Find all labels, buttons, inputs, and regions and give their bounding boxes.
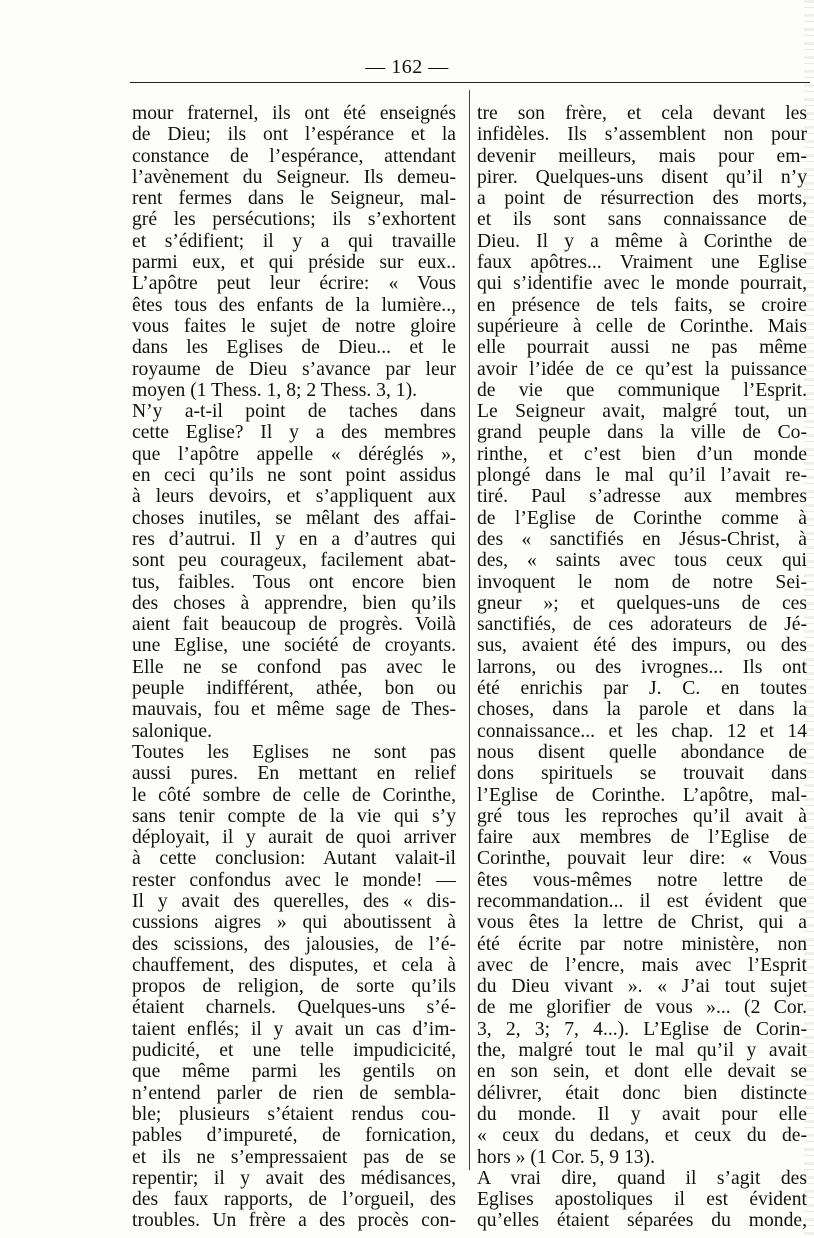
text-line: êtes vous-mêmes notre lettre de (477, 869, 807, 891)
text-line: royaume de Dieu s’avance par leur (132, 358, 456, 380)
text-line: des « sanctifiés en Jésus-Christ, à (477, 528, 807, 550)
text-line: êtes tous des enfants de la lumière.., (132, 294, 456, 316)
text-line: faux apôtres... Vraiment une Eglise (477, 252, 807, 274)
text-line: hors » (1 Cor. 5, 9 13). (477, 1146, 655, 1168)
text-line: des choses à apprendre, bien qu’ils (132, 592, 456, 614)
text-line: tus, faibles. Tous ont encore bien (132, 571, 456, 593)
text-line: de vie que communique l’Esprit. (477, 379, 807, 401)
text-line: en ceci qu’ils ne sont point assidus (132, 465, 456, 487)
text-line: the, malgré tout le mal qu’il y avait (477, 1040, 807, 1062)
text-line: dans les Eglises de Dieu... et le (132, 337, 456, 359)
column-divider (469, 90, 470, 1170)
page-number: — 162 — (365, 56, 449, 78)
text-line: été écrite par notre ministère, non (477, 933, 807, 955)
text-line: salonique. (132, 720, 212, 742)
text-line: que l’apôtre appelle « déréglés », (132, 443, 456, 465)
text-line: Dieu. Il y a même à Corinthe de (477, 230, 807, 252)
text-line: tre son frère, et cela devant les (477, 103, 807, 124)
text-line: res d’autrui. Il y en a d’autres qui (132, 528, 456, 550)
text-line: de l’Eglise de Corinthe comme à (477, 507, 807, 529)
text-line: devenir meilleurs, mais pour em- (477, 145, 807, 167)
text-line: rester confondus avec le monde! — (132, 869, 456, 891)
right-column (477, 103, 807, 1232)
text-line: vous êtes la lettre de Christ, qui a (477, 912, 807, 934)
text-line: à cette conclusion: Autant valait-il (132, 848, 456, 870)
text-line: plongé dans le mal qu’il l’avait re- (477, 465, 807, 487)
text-line: sus, avaient été des impurs, ou des (477, 635, 807, 657)
text-line: des faux rapports, de l’orgueil, des (132, 1189, 456, 1211)
text-line: Il y avait des querelles, des « dis- (132, 890, 456, 912)
text-line: qui s’identifie avec le monde pourrait, (477, 273, 807, 295)
text-line: infidèles. Ils s’assemblent non pour (477, 124, 807, 146)
text-line: larrons, ou des ivrognes... Ils ont (477, 656, 807, 678)
text-line: moyen (1 Thess. 1, 8; 2 Thess. 3, 1). (132, 379, 417, 401)
text-line: invoquent le nom de notre Sei- (477, 571, 807, 593)
text-line: sans tenir compte de la vie qui s’y (132, 805, 456, 827)
text-line: vous faites le sujet de notre gloire (132, 315, 456, 337)
text-line: grand peuple dans la ville de Co- (477, 422, 807, 444)
text-line: qu’elles étaient séparées du monde, (477, 1210, 807, 1232)
text-line: le côté sombre de celle de Corinthe, (132, 784, 456, 806)
text-line: à leurs devoirs, et s’appliquent aux (132, 486, 456, 508)
text-line: de me glorifier de vous »... (2 Cor. (477, 997, 807, 1019)
text-line: gneur »; et quelques-uns de ces (477, 592, 807, 614)
text-line: cette Eglise? Il y a des membres (132, 422, 456, 444)
text-line: avec de l’encre, mais avec l’Esprit (477, 954, 807, 976)
text-line: gré les persécutions; ils s’exhortent (132, 209, 456, 231)
header-rule (130, 82, 810, 83)
text-line: étaient charnels. Quelques-uns s’é- (132, 997, 456, 1019)
text-line: Eglises apostoliques il est évident (477, 1189, 807, 1211)
text-line: du Dieu vivant ». « J’ai tout sujet (477, 976, 807, 998)
text-line: en présence de tels faits, se croire (477, 294, 807, 316)
text-line: supérieure à celle de Corinthe. Mais (477, 315, 807, 337)
text-line: cussions aigres » qui aboutissent à (132, 912, 456, 934)
text-line: taient enflés; il y avait un cas d’im- (132, 1018, 456, 1040)
text-line: mauvais, fou et même sage de Thes- (132, 699, 456, 721)
text-line: de Dieu; ils ont l’espérance et la (132, 124, 456, 146)
text-line: que même parmi les gentils on (132, 1061, 456, 1083)
text-line: Le Seigneur avait, malgré tout, un (477, 401, 807, 423)
text-line: propos de religion, de sorte qu’ils (132, 976, 456, 998)
text-line: Toutes les Eglises ne sont pas (132, 741, 456, 763)
text-line: rinthe, et c’est bien d’un monde (477, 443, 807, 465)
text-line: tiré. Paul s’adresse aux membres (477, 486, 807, 508)
text-line: et ils ne s’empressaient pas de se (132, 1146, 456, 1168)
text-line: peuple indifférent, athée, bon ou (132, 678, 456, 700)
text-line: délivrer, était donc bien distincte (477, 1082, 807, 1104)
text-line: en son sein, et dont elle devait se (477, 1061, 807, 1083)
text-line: rent fermes dans le Seigneur, mal- (132, 188, 456, 210)
text-line: « ceux du dedans, et ceux du de- (477, 1125, 807, 1147)
text-line: ble; plusieurs s’étaient rendus cou- (132, 1103, 456, 1125)
text-line: sont peu courageux, facilement abat- (132, 550, 456, 572)
text-line: déployait, il y aurait de quoi arriver (132, 827, 456, 849)
text-line: du monde. Il y avait pour elle (477, 1103, 807, 1125)
text-line: 3, 2, 3; 7, 4...). L’Eglise de Corin- (477, 1018, 807, 1040)
text-line: troubles. Un frère a des procès con- (132, 1210, 456, 1232)
text-line: a point de résurrection des morts, (477, 188, 807, 210)
text-line: elle pourrait aussi ne pas même (477, 337, 807, 359)
text-line: Elle ne se confond pas avec le (132, 656, 456, 678)
text-line: repentir; il y avait des médisances, (132, 1167, 456, 1189)
left-column (132, 103, 456, 1232)
text-line: l’Eglise de Corinthe. L’apôtre, mal- (477, 784, 807, 806)
text-line: recommandation... il est évident que (477, 890, 807, 912)
text-line: N’y a-t-il point de taches dans (132, 401, 456, 423)
text-line: des scissions, des jalousies, de l’é- (132, 933, 456, 955)
text-line: sanctifiés, de ces adorateurs de Jé- (477, 614, 807, 636)
text-line: nous disent quelle abondance de (477, 741, 807, 763)
text-line: pudicité, et une telle impudicicité, (132, 1040, 456, 1062)
text-line: l’avènement du Seigneur. Ils demeu- (132, 166, 456, 188)
text-line: été enrichis par J. C. en toutes (477, 678, 807, 700)
text-line: aussi pures. En mettant en relief (132, 763, 456, 785)
text-line: parmi eux, et qui préside sur eux.. (132, 252, 456, 274)
text-line: L’apôtre peut leur écrire: « Vous (132, 273, 456, 295)
text-line: gré tous les reproches qu’il avait à (477, 805, 807, 827)
text-line: pirer. Quelques-uns disent qu’il n’y (477, 166, 807, 188)
text-line: et ils sont sans connaissance de (477, 209, 807, 231)
text-line: choses inutiles, se mêlant des affai- (132, 507, 456, 529)
text-line: choses, dans la parole et dans la (477, 699, 807, 721)
text-line: n’entend parler de rien de sembla- (132, 1082, 456, 1104)
text-line: avoir l’idée de ce qu’est la puissance (477, 358, 807, 380)
text-line: chauffement, des disputes, et cela à (132, 954, 456, 976)
text-line: une Eglise, une société de croyants. (132, 635, 456, 657)
text-line: pables d’impureté, de fornication, (132, 1125, 456, 1147)
text-line: des, « saints avec tous ceux qui (477, 550, 807, 572)
text-line: dons spirituels se trouvait dans (477, 763, 807, 785)
text-line: Corinthe, pouvait leur dire: « Vous (477, 848, 807, 870)
text-line: A vrai dire, quand il s’agit des (477, 1167, 807, 1189)
text-line: aient fait beaucoup de progrès. Voilà (132, 614, 456, 636)
text-line: mour fraternel, ils ont été enseignés (132, 103, 456, 124)
text-line: constance de l’espérance, attendant (132, 145, 456, 167)
text-line: faire aux membres de l’Eglise de (477, 827, 807, 849)
text-line: connaissance... et les chap. 12 et 14 (477, 720, 807, 742)
text-line: et s’édifient; il y a qui travaille (132, 230, 456, 252)
